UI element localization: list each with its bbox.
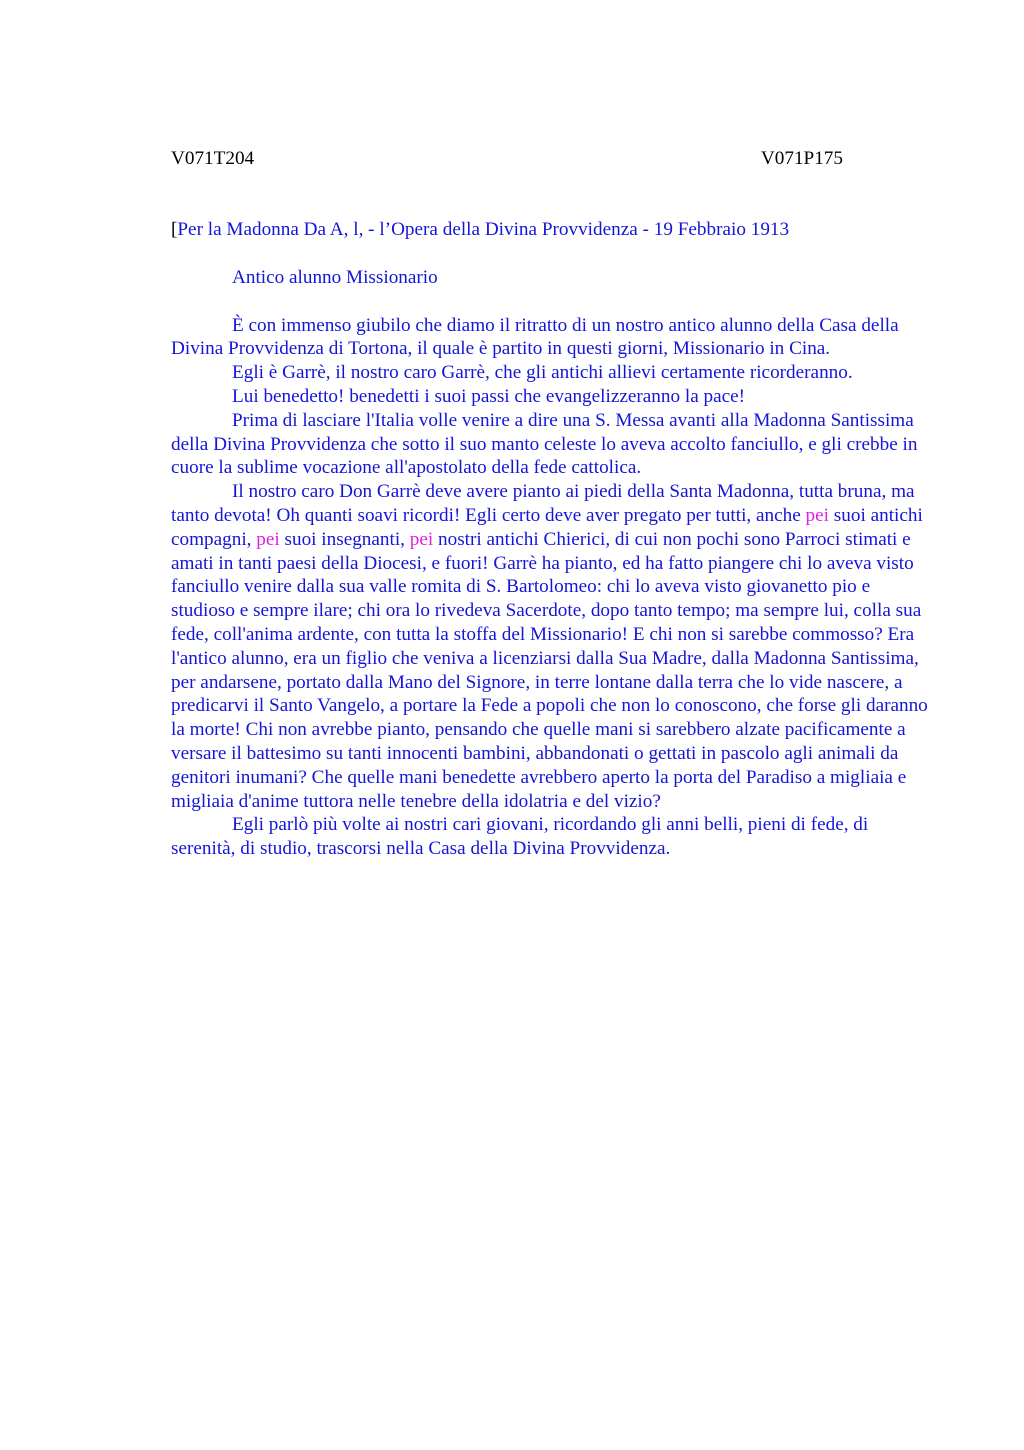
document-title-line xyxy=(171,218,931,242)
paragraph-2: Egli è Garrè, il nostro caro Garrè, che gli antichi allievi certamente ricorderanno. xyxy=(232,362,853,384)
paragraph-5-text: nostri antichi Chierici, di cui non pochi sono Parroci stimati e amati in tanti paesi della Diocesi, e fuori! Garrè ha pianto, ed ha fatto piangere chi lo aveva visto fanciullo venire dalla sua valle romita di S. Bartolomeo: chi lo aveva visto giovanetto pio e studioso e sempre ilare; chi ora lo rivedeva Sacerdote, dopo tanto tempo; ma sempre lui, colla sua fede, coll'anima ardente, con tutta la stoffa del Missionario! E chi non si sarebbe commosso? Era l'antico alunno, era un figlio che veniva a licenziarsi dalla Sua Madre, dalla Madonna Santissima, per andarsene, portato dalla Mano del Signore, in terre lontane dalla terra che lo vide nascere, a predicarvi il Santo Vangelo, a portare la Fede a popoli che non lo conoscono, che forse gli daranno la morte! Chi non avrebbe pianto, pensando che quelle mani si sarebbero alzate pacificamente a versare il battesimo su tanti innocenti bambini, abbandonati o gettati in pascolo agli animali da genitori inumani? Che quelle mani benedette avrebbero aperto la porta del Paradiso a migliaia e migliaia d'anime tuttora nelle tenebre della idolatria e del vizio? xyxy=(171,528,928,812)
document-title: Per la Madonna Da A, l, - l’Opera della Divina Provvidenza - 19 Febbraio 1913 xyxy=(177,219,790,240)
paragraph-5-text: Il nostro caro Don Garrè deve avere pianto ai piedi della Santa Madonna, tutta bruna, ma tanto devota! Oh quanti soavi ricordi! Egli certo deve aver pregato per tutti, anche xyxy=(171,481,915,526)
highlighted-word: pei xyxy=(805,504,829,526)
highlighted-word: pei xyxy=(409,528,434,550)
document-body xyxy=(171,218,931,861)
paragraph-3: Lui benedetto! benedetti i suoi passi che evangelizzeranno la pace! xyxy=(232,385,746,407)
paragraph-5-text: suoi insegnanti, xyxy=(279,528,410,550)
document-code-left: V071T204 xyxy=(171,148,255,169)
page-header xyxy=(171,147,843,171)
document-subtitle: Antico alunno Missionario xyxy=(232,266,438,288)
open-bracket: [ xyxy=(171,219,178,240)
paragraph-1: È con immenso giubilo che diamo il ritratto di un nostro antico alunno della Casa della Divina Provvidenza di Tortona, il quale è partito in questi giorni, Missionario in Cina. xyxy=(171,314,899,360)
highlighted-word: pei xyxy=(256,528,280,550)
paragraph-4: Prima di lasciare l'Italia volle venire a dire una S. Messa avanti alla Madonna Santissima della Divina Provvidenza che sotto il suo manto celeste lo aveva accolto fanciullo, e gli crebbe in cuore la sublime vocazione all'apostolato della fede cattolica. xyxy=(171,409,918,479)
paragraph-5-text: suoi antichi compagni, xyxy=(171,504,923,550)
paragraph-6: Egli parlò più volte ai nostri cari giovani, ricordando gli anni belli, pieni di fede, di serenità, di studio, trascorsi nella Casa della Divina Provvidenza. xyxy=(171,814,869,860)
paragraph-5 xyxy=(171,480,931,813)
page-code-right: V071P175 xyxy=(760,148,843,169)
